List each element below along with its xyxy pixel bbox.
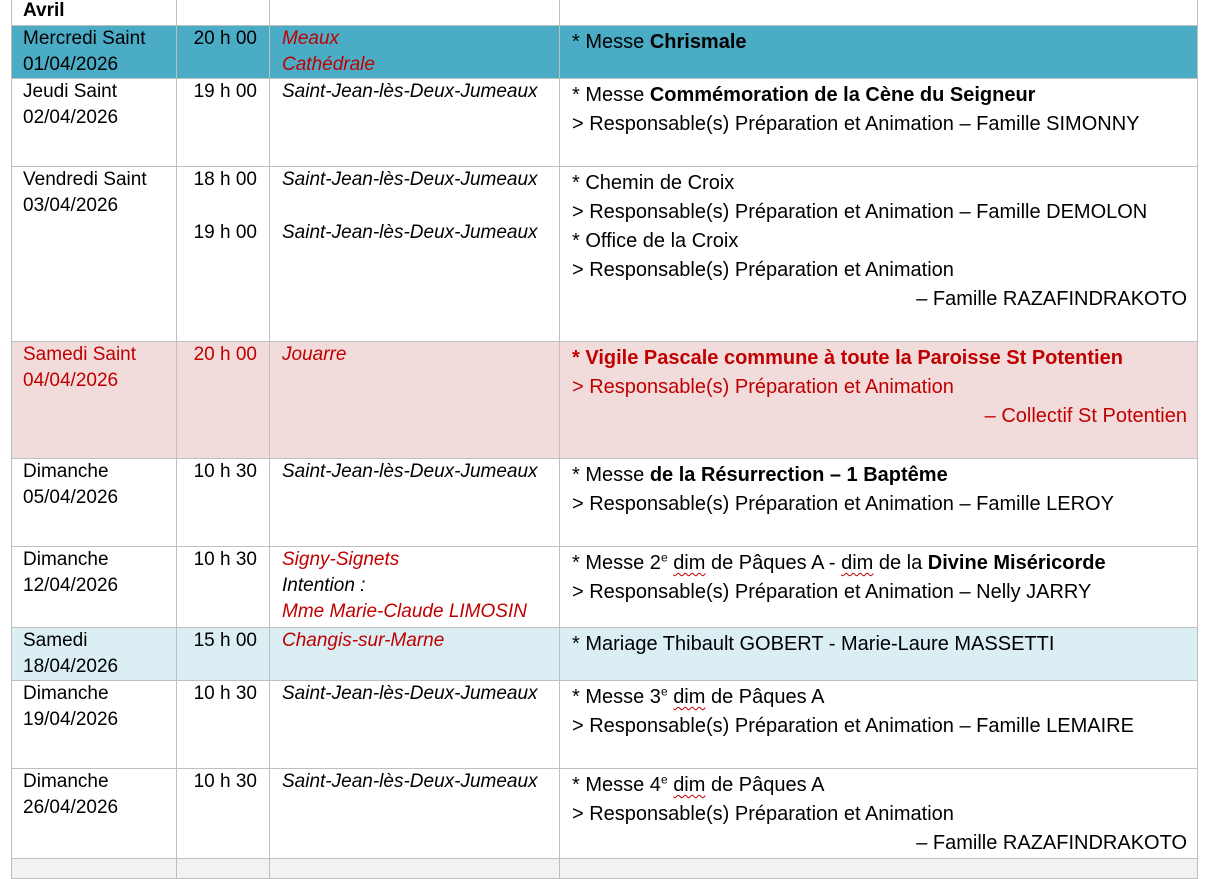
time: 15 h 00 [193, 630, 257, 651]
event-description: * Office de la Croix [572, 230, 739, 252]
header-row [12, 0, 1198, 26]
place: Saint-Jean-lès-Deux-Jumeaux [282, 169, 538, 190]
responsible-name: – Famille RAZAFINDRAKOTO [916, 288, 1187, 310]
month-header: Avril [12, 0, 177, 26]
day-name: Dimanche [23, 549, 109, 570]
date: 03/04/2026 [23, 195, 119, 216]
event-description: * Chemin de Croix [572, 172, 735, 194]
event-description: * Messe 4e dim de Pâques A [572, 772, 825, 796]
date: 05/04/2026 [23, 487, 119, 508]
event-description: * Messe de la Résurrection – 1 Baptême [572, 464, 948, 486]
day-name: Samedi Saint [23, 344, 137, 365]
day-name: Dimanche [23, 771, 109, 792]
event-description: * Messe Commémoration de la Cène du Seigneur [572, 84, 1036, 106]
date: 19/04/2026 [23, 709, 119, 730]
place: Saint-Jean-lès-Deux-Jumeaux [282, 222, 538, 243]
responsible: > Responsable(s) Préparation et Animation – Famille LEMAIRE [572, 715, 1134, 737]
responsible: > Responsable(s) Préparation et Animation [572, 259, 954, 281]
table-row [12, 79, 1198, 167]
responsible: > Responsable(s) Préparation et Animation – Nelly JARRY [572, 581, 1092, 603]
day-name: Vendredi Saint [23, 169, 147, 190]
time: 20 h 00 [193, 28, 257, 49]
time: 10 h 30 [193, 461, 257, 482]
place: Meaux [282, 28, 340, 49]
place: Jouarre [282, 344, 347, 365]
time: 10 h 30 [193, 549, 257, 570]
responsible: > Responsable(s) Préparation et Animation – Famille DEMOLON [572, 201, 1148, 223]
schedule-table [11, 0, 1198, 879]
intention-name: Mme Marie-Claude LIMOSIN [282, 601, 527, 622]
event-description: * Messe 3e dim de Pâques A [572, 684, 825, 708]
table-row [12, 628, 1198, 681]
event-description: * Mariage Thibault GOBERT - Marie-Laure MASSETTI [572, 633, 1055, 655]
table-row [12, 26, 1198, 79]
time: 18 h 00 [193, 169, 257, 190]
responsible: > Responsable(s) Préparation et Animation – Famille LEROY [572, 493, 1114, 515]
place-detail: Cathédrale [282, 54, 375, 75]
responsible-name: – Collectif St Potentien [984, 405, 1187, 427]
responsible: > Responsable(s) Préparation et Animation [572, 803, 954, 825]
date: 18/04/2026 [23, 656, 119, 677]
place: Saint-Jean-lès-Deux-Jumeaux [282, 461, 538, 482]
table-row [12, 681, 1198, 769]
time: 10 h 30 [193, 771, 257, 792]
table-row [12, 459, 1198, 547]
event-description: * Vigile Pascale commune à toute la Paroisse St Potentien [572, 347, 1123, 369]
event-description: * Messe 2e dim de Pâques A - dim de la Divine Miséricorde [572, 550, 1106, 574]
day-name: Samedi [23, 630, 88, 651]
time: 20 h 00 [193, 344, 257, 365]
time: 19 h 00 [193, 222, 257, 243]
table-row [12, 859, 1198, 879]
date: 04/04/2026 [23, 370, 119, 391]
table-row [12, 167, 1198, 342]
day-name: Mercredi Saint [23, 28, 146, 49]
day-name: Dimanche [23, 683, 109, 704]
place: Saint-Jean-lès-Deux-Jumeaux [282, 771, 538, 792]
time: 10 h 30 [193, 683, 257, 704]
intention-label: Intention : [282, 575, 366, 596]
day-name: Jeudi Saint [23, 81, 118, 102]
date: 12/04/2026 [23, 575, 119, 596]
responsible: > Responsable(s) Préparation et Animation – Famille SIMONNY [572, 113, 1140, 135]
responsible: > Responsable(s) Préparation et Animation [572, 376, 954, 398]
place: Saint-Jean-lès-Deux-Jumeaux [282, 81, 538, 102]
place: Changis-sur-Marne [282, 630, 445, 651]
day-name: Dimanche [23, 461, 109, 482]
table-row [12, 769, 1198, 859]
date: 26/04/2026 [23, 797, 119, 818]
table-row [12, 547, 1198, 628]
place: Signy-Signets [282, 549, 400, 570]
time: 19 h 00 [193, 81, 257, 102]
table-row [12, 342, 1198, 459]
date: 02/04/2026 [23, 107, 119, 128]
responsible-name: – Famille RAZAFINDRAKOTO [916, 832, 1187, 854]
place: Saint-Jean-lès-Deux-Jumeaux [282, 683, 538, 704]
event-description: * Messe Chrismale [572, 31, 747, 53]
date: 01/04/2026 [23, 54, 119, 75]
